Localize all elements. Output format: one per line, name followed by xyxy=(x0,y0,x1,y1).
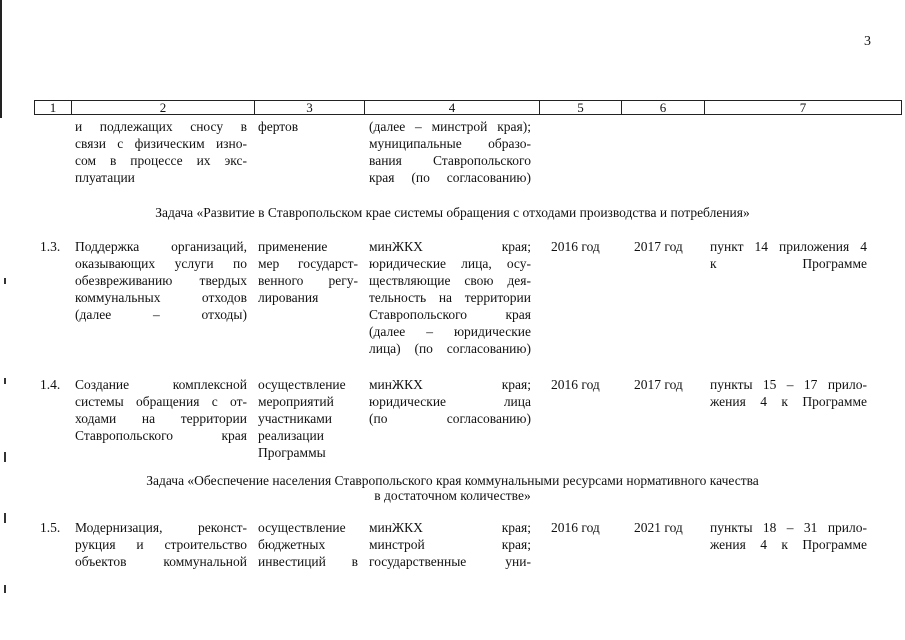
margin-tick xyxy=(4,585,6,593)
margin-bar xyxy=(0,0,2,118)
header-col-1: 1 xyxy=(35,101,72,114)
task-heading-waste: Задача «Развитие в Ставропольском крае системы обращения с отходами производства и потребления» xyxy=(155,205,750,220)
row-mechanism: осуществление мероприятий участниками реализации Программы xyxy=(258,377,346,460)
row-number: 1.5. xyxy=(40,520,61,535)
continuation-executor: (далее – минстрой края); муниципальные образо- вания Ставропольского края (по согласованию) xyxy=(369,119,531,185)
row-executor: минЖКХ края; юридические лица, осу- ществляющие свою дея- тельность на территории Ставропольского края (далее – юридические лица) (по согласованию) xyxy=(369,239,531,356)
header-col-6: 6 xyxy=(622,101,705,114)
row-mechanism: осуществление бюджетных инвестиций в xyxy=(258,520,358,569)
row-description: Модернизация, реконст- рукция и строительство объектов коммунальной xyxy=(75,520,247,569)
row-end-year: 2017 год xyxy=(634,239,683,254)
continuation-mechanism: фертов xyxy=(258,119,299,134)
header-col-7: 7 xyxy=(799,100,807,115)
row-result-ref: пункты 15 – 17 прило- жения 4 к Программе xyxy=(710,377,867,409)
header-col-2: 2 xyxy=(72,101,255,114)
table-header xyxy=(34,100,902,115)
header-col-5: 5 xyxy=(540,101,622,114)
row-start-year: 2016 год xyxy=(551,239,600,254)
task-heading-resources: Задача «Обеспечение населения Ставропольского края коммунальными ресурсами нормативного качества в достаточном количестве» xyxy=(146,473,759,503)
margin-tick xyxy=(4,452,6,462)
row-end-year: 2017 год xyxy=(634,377,683,392)
row-start-year: 2016 год xyxy=(551,377,600,392)
row-number: 1.4. xyxy=(40,377,61,392)
row-executor: минЖКХ края; юридические лица (по согласованию) xyxy=(369,377,531,426)
header-col-4: 4 xyxy=(365,101,540,114)
page-number: 3 xyxy=(864,34,871,49)
margin-tick xyxy=(4,378,6,384)
row-result-ref: пункт 14 приложения 4 к Программе xyxy=(710,239,867,271)
margin-tick xyxy=(4,513,6,523)
row-executor: минЖКХ края; минстрой края; государственные уни- xyxy=(369,520,531,569)
row-description: Создание комплексной системы обращения с от- ходами на территории Ставропольского края xyxy=(75,377,247,443)
row-start-year: 2016 год xyxy=(551,520,600,535)
row-end-year: 2021 год xyxy=(634,520,683,535)
row-result-ref: пункты 18 – 31 прило- жения 4 к Программе xyxy=(710,520,867,552)
row-number: 1.3. xyxy=(40,239,61,254)
row-description: Поддержка организаций, оказывающих услуги по обезвреживанию твердых коммунальных отходов (далее – отходы) xyxy=(75,239,247,322)
margin-tick xyxy=(4,278,6,284)
row-mechanism: применение мер государст- венного регу- лирования xyxy=(258,239,358,305)
continuation-description: и подлежащих сносу в связи с физическим изно- сом в процессе их экс- плуатации xyxy=(75,119,247,185)
header-col-3: 3 xyxy=(255,101,365,114)
